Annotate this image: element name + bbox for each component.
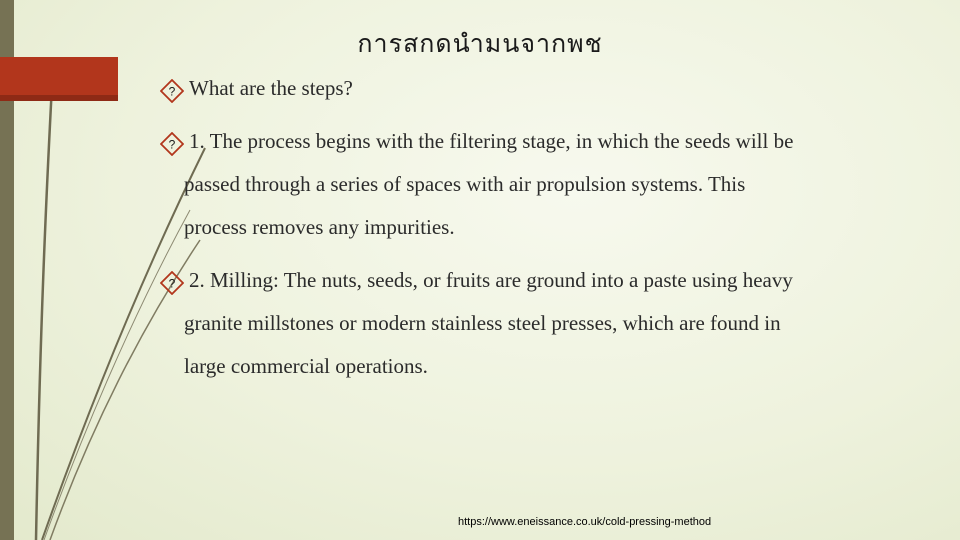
diamond-question-icon <box>160 79 184 103</box>
svg-text:?: ? <box>168 84 176 99</box>
svg-text:?: ? <box>168 137 176 152</box>
bullet-line: large commercial operations. <box>184 354 428 378</box>
bullet-item <box>160 120 900 249</box>
source-link[interactable]: https://www.eneissance.co.uk/cold-pressing-method <box>458 516 712 528</box>
bullet-line: granite millstones or modern stainless steel presses, which are found in <box>184 311 781 335</box>
slide-title: การสกดนำมนจากพช <box>357 29 603 58</box>
bullet-line: What are the steps? <box>189 76 353 100</box>
bullet-line: passed through a series of spaces with air propulsion systems. This <box>184 172 746 196</box>
bullet-line: 1. The process begins with the filtering stage, in which the seeds will be <box>189 129 794 153</box>
diamond-question-icon <box>160 271 184 295</box>
diamond-question-icon <box>160 132 184 156</box>
bullet-line: process removes any impurities. <box>184 215 455 239</box>
bullet-line: 2. Milling: The nuts, seeds, or fruits are ground into a paste using heavy <box>189 268 793 292</box>
bullet-item <box>160 259 900 388</box>
svg-text:?: ? <box>168 276 176 291</box>
bullet-item <box>160 67 900 110</box>
